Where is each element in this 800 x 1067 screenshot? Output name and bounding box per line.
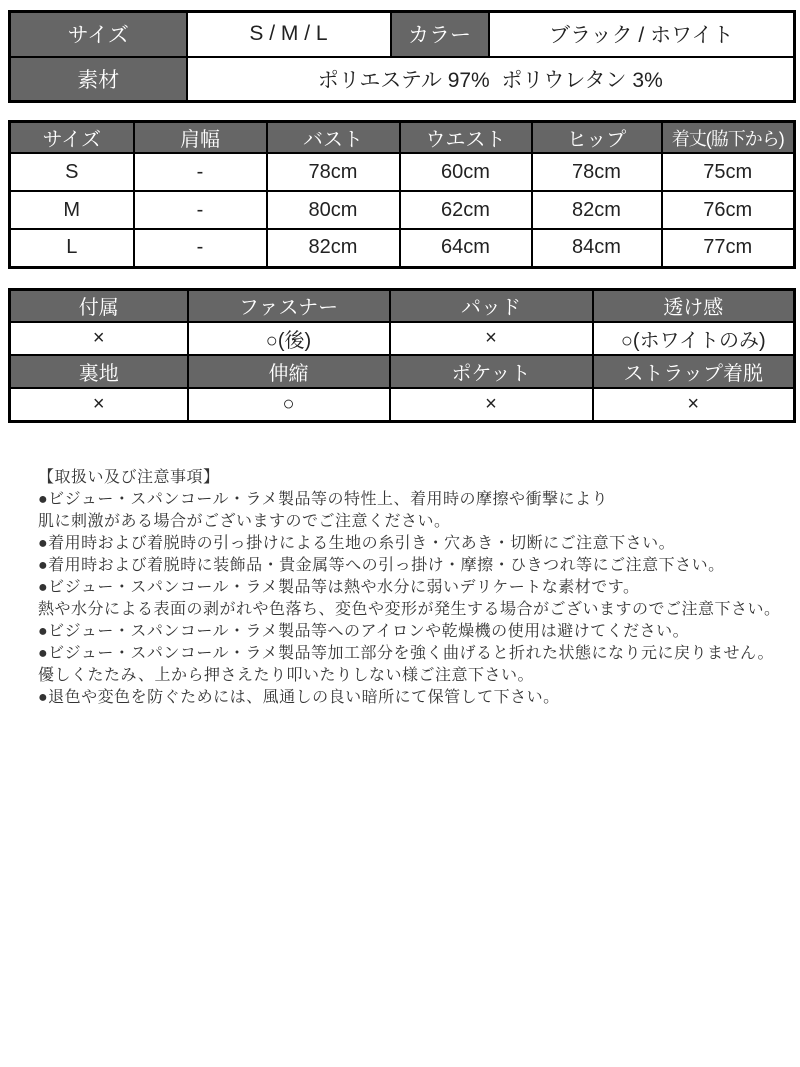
size-chart-table (8, 120, 796, 269)
feature-value-cell: × (10, 388, 188, 421)
size-chart-row-l (10, 229, 795, 267)
size-chart-header-size: サイズ (10, 122, 134, 154)
product-info-table (8, 10, 796, 103)
feature-value-cell: × (390, 322, 593, 355)
feature-value-cell: ○(ホワイトのみ) (593, 322, 795, 355)
features-header-row-2 (10, 355, 795, 388)
feature-value-cell: × (10, 322, 188, 355)
feature-header-accessory: 付属 (10, 289, 188, 322)
size-chart-cell: L (10, 229, 134, 267)
size-chart-cell: 77cm (662, 229, 795, 267)
feature-value-cell: ○(後) (188, 322, 390, 355)
care-notes-title: 【取扱い及び注意事項】 (38, 468, 220, 486)
feature-header-fastener: ファスナー (188, 289, 390, 322)
feature-header-pocket: ポケット (390, 355, 593, 388)
note-line: ●ビジュー・スパンコール・ラメ製品等へのアイロンや乾燥機の使用は避けてください。 (38, 622, 690, 640)
size-chart-cell: - (134, 153, 267, 191)
material-label-cell: 素材 (10, 57, 187, 102)
note-line: ●ビジュー・スパンコール・ラメ製品等加工部分を強く曲げると折れた状態になり元に戻りません。 (38, 644, 775, 662)
feature-header-pad: パッド (390, 289, 593, 322)
feature-value-cell: × (390, 388, 593, 421)
feature-header-stretch: 伸縮 (188, 355, 390, 388)
note-line: 優しくたたみ、上から押さえたり叩いたりしない様ご注意下さい。 (38, 666, 534, 684)
note-line: ●着用時および着脱時に装飾品・貴金属等への引っ掛け・摩擦・ひきつれ等にご注意下さい。 (38, 556, 725, 574)
size-chart-cell: 60cm (400, 153, 532, 191)
size-chart-cell: 80cm (267, 191, 400, 229)
size-chart-header-hip: ヒップ (532, 122, 662, 154)
size-chart-cell: 78cm (267, 153, 400, 191)
feature-header-strap: ストラップ着脱 (593, 355, 795, 388)
size-chart-row-m (10, 191, 795, 229)
size-chart-header-bust: バスト (267, 122, 400, 154)
size-chart-cell: 76cm (662, 191, 795, 229)
note-line: ●ビジュー・スパンコール・ラメ製品等は熱や水分に弱いデリケートな素材です。 (38, 578, 640, 596)
size-label-cell: サイズ (10, 12, 187, 57)
material-value-cell: ポリエステル 97% ポリウレタン 3% (187, 57, 795, 102)
size-value-cell: S / M / L (187, 12, 391, 57)
note-line: ●着用時および着脱時の引っ掛けによる生地の糸引き・穴あき・切断にご注意下さい。 (38, 534, 676, 552)
size-chart-cell: - (134, 229, 267, 267)
color-value-cell: ブラック / ホワイト (489, 12, 795, 57)
size-chart-header-waist: ウエスト (400, 122, 532, 154)
size-chart-cell: M (10, 191, 134, 229)
size-chart-cell: 75cm (662, 153, 795, 191)
note-line: ●ビジュー・スパンコール・ラメ製品等の特性上、着用時の摩擦や衝撃により (38, 490, 609, 508)
features-value-row-2 (10, 388, 795, 421)
note-line: ●退色や変色を防ぐためには、風通しの良い暗所にて保管して下さい。 (38, 688, 560, 706)
size-chart-cell: 82cm (267, 229, 400, 267)
size-chart-cell: 64cm (400, 229, 532, 267)
features-header-row-1 (10, 289, 795, 322)
features-value-row-1 (10, 322, 795, 355)
size-chart-cell: - (134, 191, 267, 229)
size-chart-cell: S (10, 153, 134, 191)
note-line: 熱や水分による表面の剥がれや色落ち、変色や変形が発生する場合がございますのでご注意下さい。 (38, 600, 781, 618)
size-chart-cell: 84cm (532, 229, 662, 267)
feature-header-lining: 裏地 (10, 355, 188, 388)
size-chart-header-shoulder: 肩幅 (134, 122, 267, 154)
feature-header-sheerness: 透け感 (593, 289, 795, 322)
size-chart-row-s (10, 153, 795, 191)
note-line: 肌に刺激がある場合がございますのでご注意ください。 (38, 512, 451, 530)
size-chart-cell: 82cm (532, 191, 662, 229)
care-notes-section (38, 467, 792, 709)
size-chart-cell: 78cm (532, 153, 662, 191)
features-table (8, 288, 796, 423)
size-chart-cell: 62cm (400, 191, 532, 229)
feature-value-cell: ○ (188, 388, 390, 421)
size-chart-header-length: 着丈(脇下から) (662, 122, 795, 154)
color-label-cell: カラー (391, 12, 489, 57)
feature-value-cell: × (593, 388, 795, 421)
